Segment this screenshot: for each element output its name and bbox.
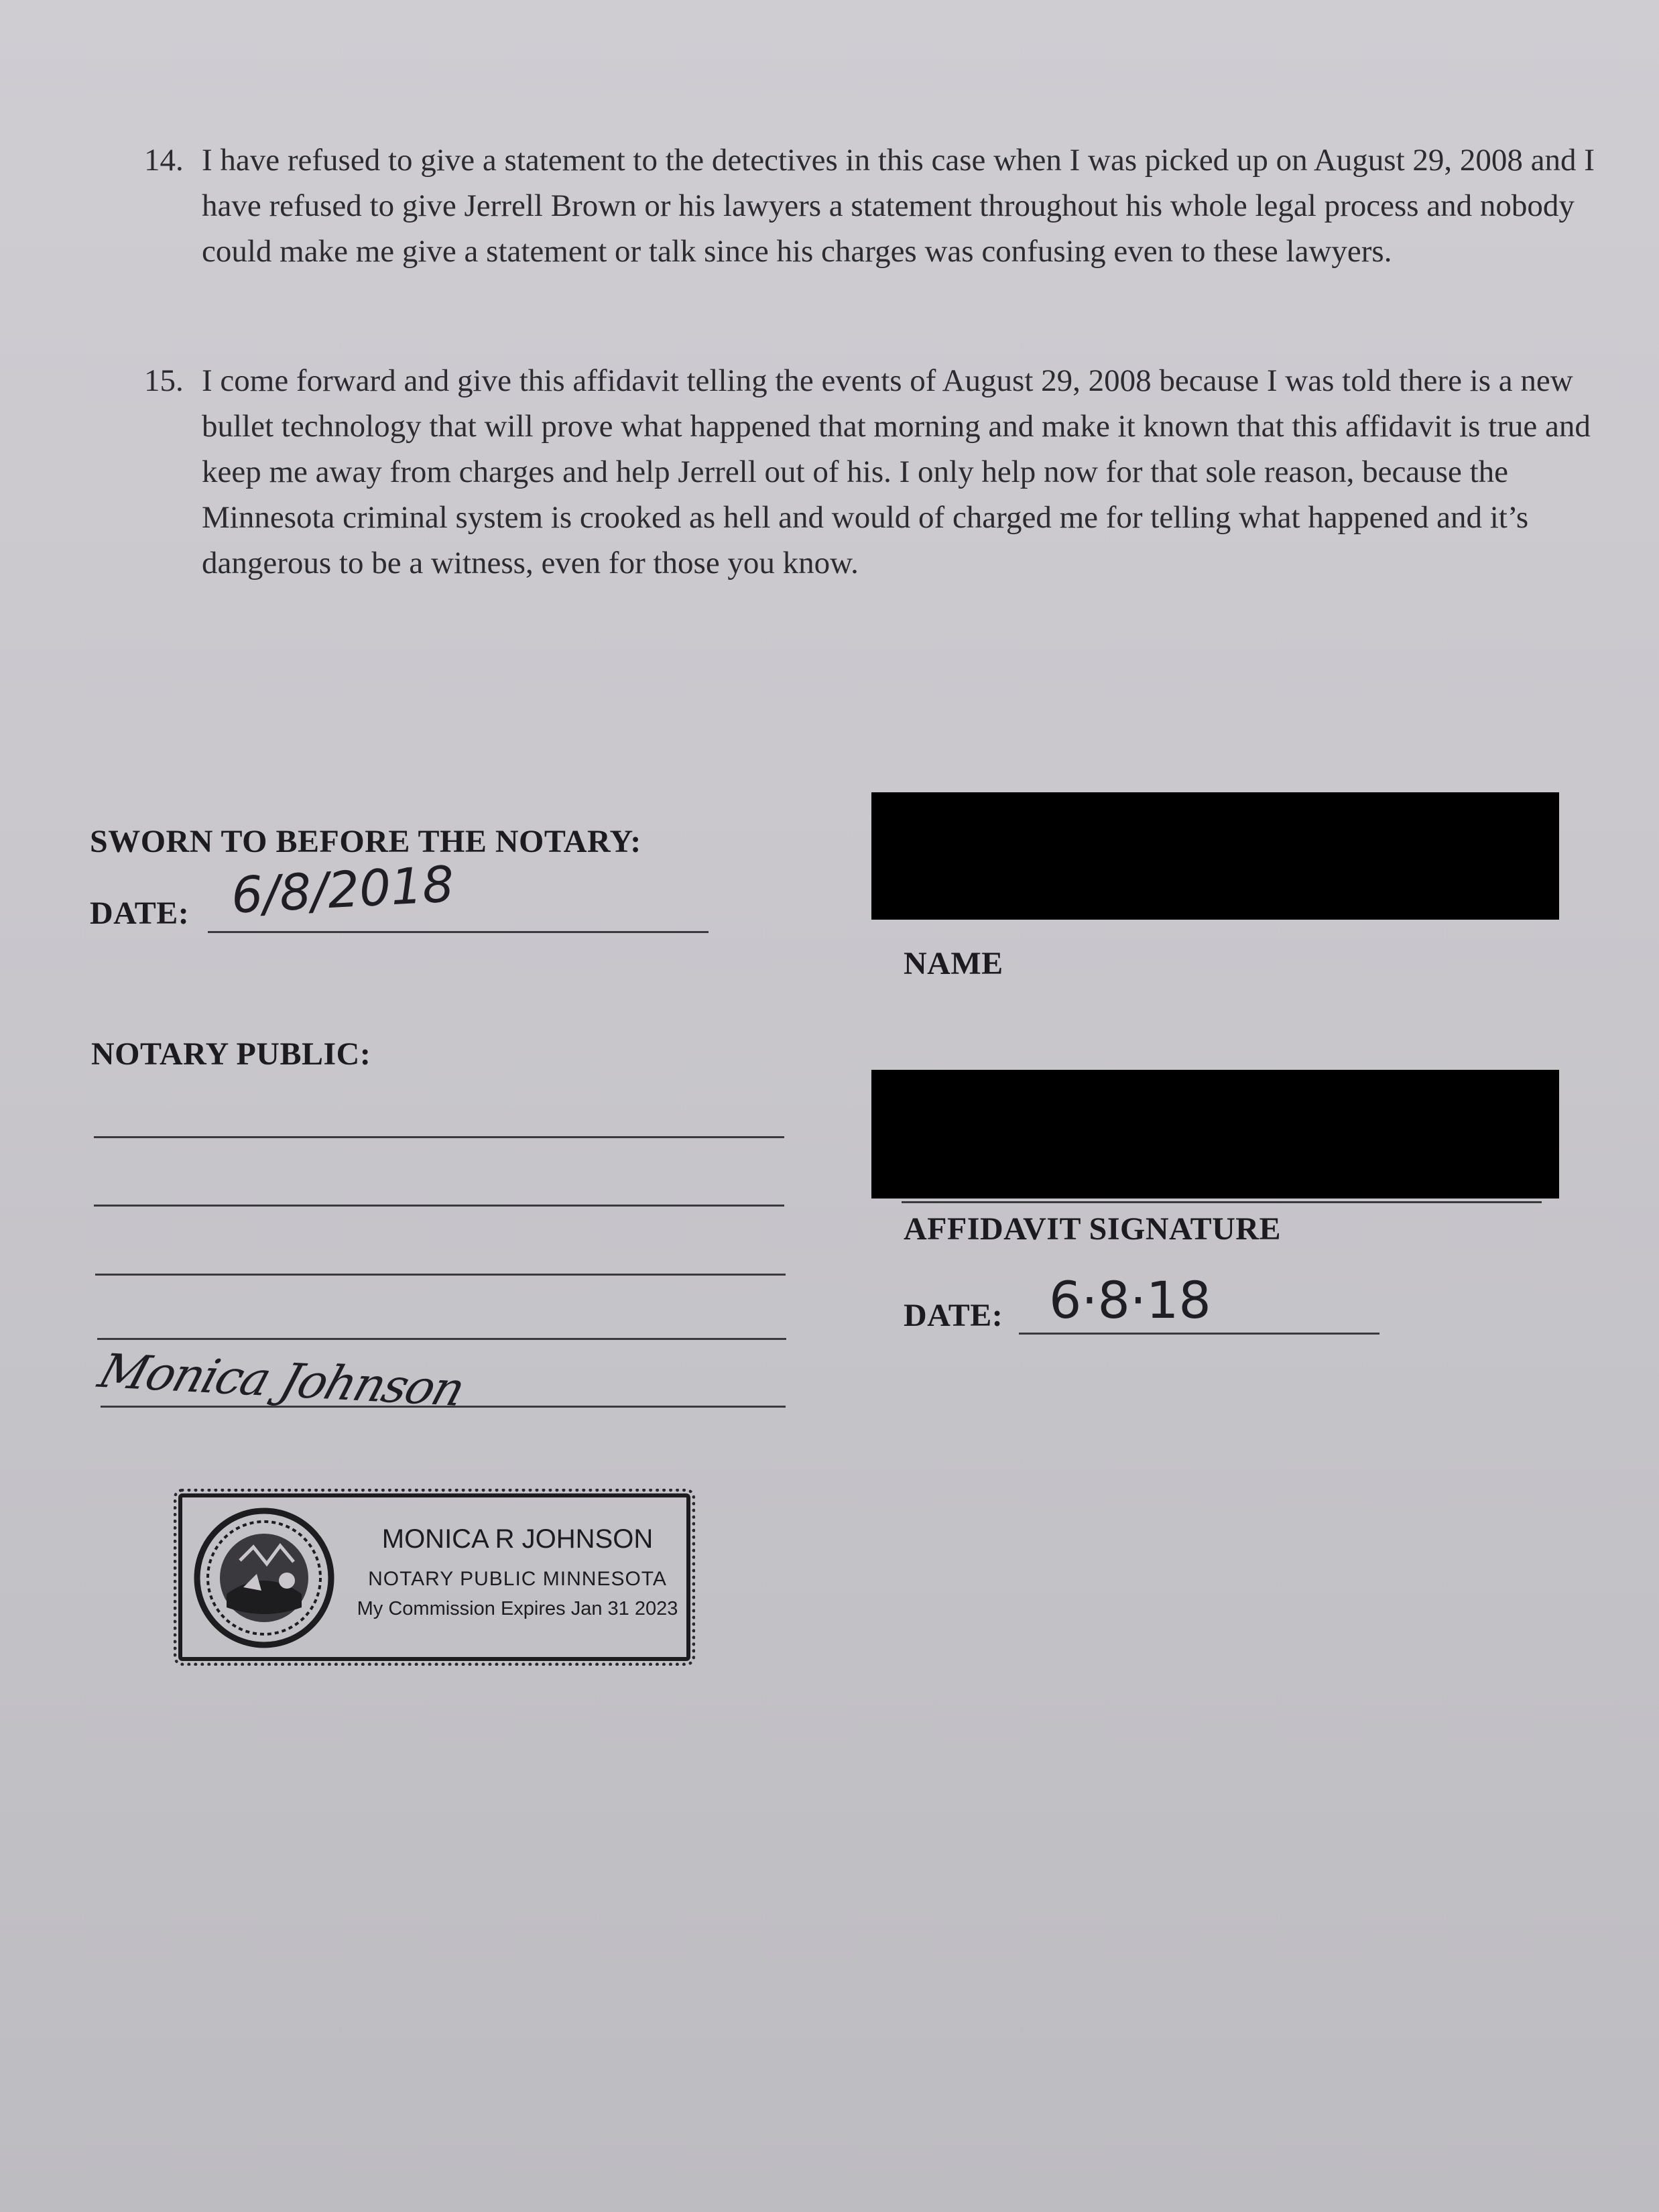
stamp-commission-expiration: My Commission Expires Jan 31 2023 — [357, 1598, 678, 1619]
paragraph-text: I come forward and give this affidavit telling the events of August 29, 2008 because I was told there is a new bullet technology that will prove what happened that morning and make it known that this affidavit is true and keep me away from charges and help Jerrell out of his. I only help now for that sole reason, because the Minnesota criminal system is crooked as hell and would of charged me for telling what happened and it’s dangerous to be a witness, even for those you know. — [202, 363, 1591, 580]
notary-date-label: DATE: — [90, 896, 190, 931]
notary-signature-line — [101, 1406, 786, 1408]
affidavit-signature-label: AFFIDAVIT SIGNATURE — [904, 1211, 1281, 1247]
notary-line-2 — [94, 1205, 784, 1207]
stamp-notary-title: NOTARY PUBLIC MINNESOTA — [368, 1568, 667, 1590]
sworn-heading: SWORN TO BEFORE THE NOTARY: — [90, 824, 641, 859]
notary-signature: Monica Johnson — [93, 1343, 471, 1417]
notary-line-4 — [97, 1338, 786, 1340]
notary-line-3 — [95, 1274, 786, 1276]
affidavit-signature-line — [902, 1201, 1542, 1203]
affiant-date-label: DATE: — [904, 1298, 1003, 1333]
notary-public-label: NOTARY PUBLIC: — [91, 1036, 371, 1072]
paragraph-number: 15. — [144, 363, 184, 398]
stamp-notary-name: MONICA R JOHNSON — [381, 1524, 654, 1554]
paragraph-14 — [144, 137, 1612, 274]
notary-line-1 — [94, 1136, 784, 1138]
notary-date-handwritten: 6/8/2018 — [229, 855, 456, 925]
affiant-date-line — [1019, 1333, 1379, 1335]
redacted-name-box — [871, 792, 1559, 920]
notary-date-line — [208, 931, 709, 933]
paragraph-text: I have refused to give a statement to the detectives in this case when I was picked up on August 29, 2008 and I have refused to give Jerrell Brown or his lawyers a statement throughout his whole legal process and nobody could make me give a statement or talk since his charges was confusing even to these lawyers. — [202, 143, 1595, 269]
notary-stamp — [178, 1493, 690, 1661]
paragraph-15 — [144, 358, 1612, 586]
redacted-signature-box — [871, 1070, 1559, 1199]
paragraph-number: 14. — [144, 143, 184, 178]
name-label: NAME — [904, 946, 1003, 981]
state-seal-icon — [193, 1507, 335, 1649]
affiant-date-handwritten: 6·8·18 — [1049, 1270, 1211, 1330]
